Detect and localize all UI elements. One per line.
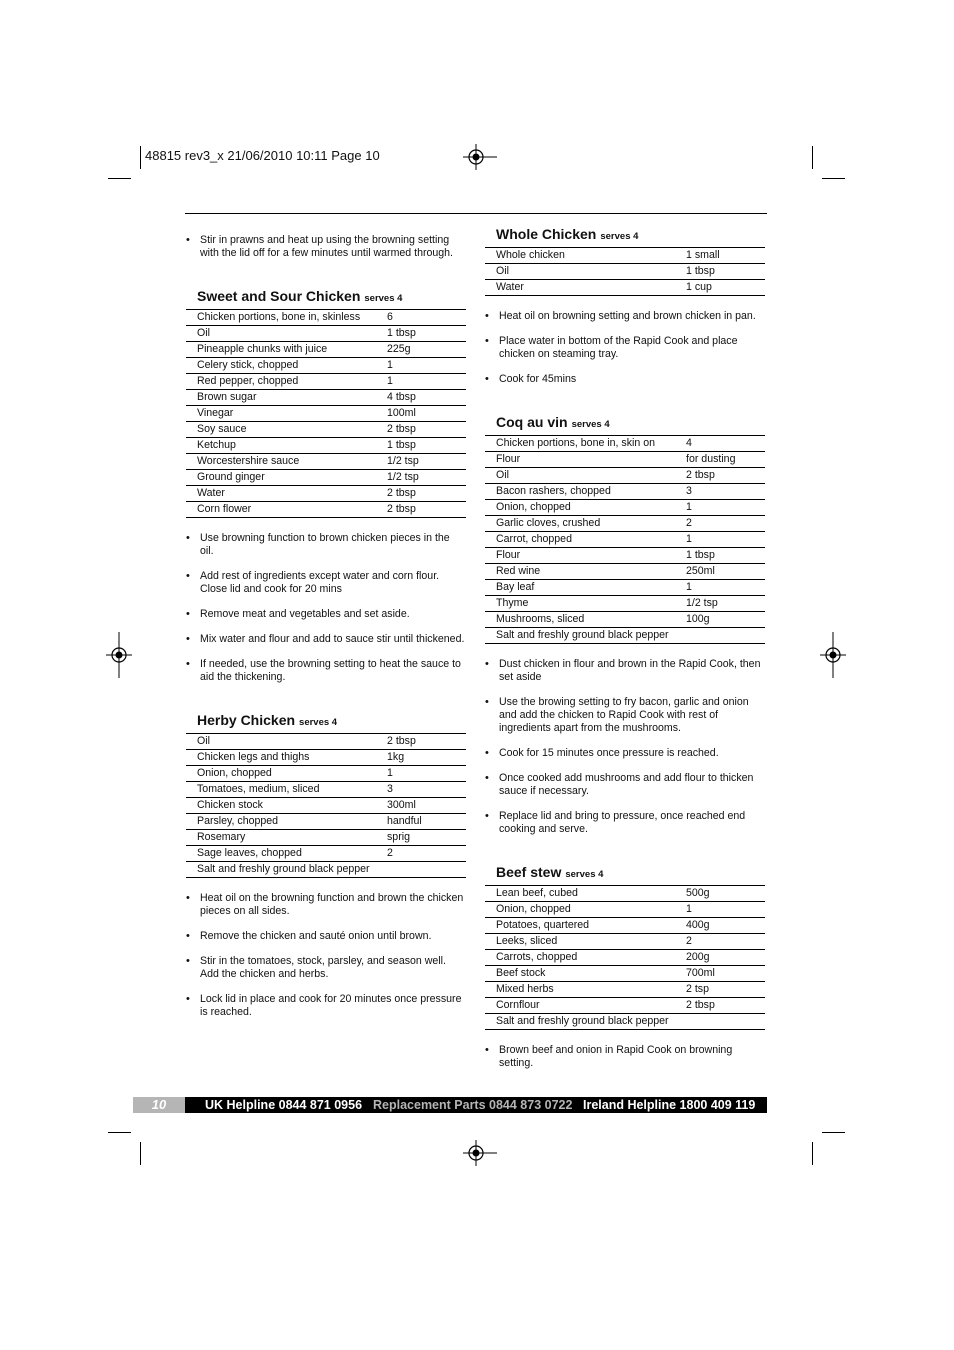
ingredient-name: Oil xyxy=(186,734,387,750)
method-steps xyxy=(485,658,765,836)
crop-mark xyxy=(108,1132,131,1133)
ingredient-row xyxy=(485,532,765,548)
step: • Remove meat and vegetables and set aside. xyxy=(186,608,466,621)
ingredient-row xyxy=(485,436,765,452)
ingredient-quantity: 1 xyxy=(686,902,765,918)
ingredient-name: Corn flower xyxy=(186,502,387,518)
ingredient-quantity: 1 tbsp xyxy=(387,326,466,342)
ingredient-quantity: 2 tbsp xyxy=(387,502,466,518)
ingredient-quantity: 2 tbsp xyxy=(387,734,466,750)
ingredient-row xyxy=(186,326,466,342)
step: • Once cooked add mushrooms and add flour to thicken sauce if necessary. xyxy=(485,772,765,798)
ingredient-row xyxy=(186,406,466,422)
ingredient-name: Onion, chopped xyxy=(485,500,686,516)
ingredient-name: Onion, chopped xyxy=(186,766,387,782)
step: • Cook for 15 minutes once pressure is reached. xyxy=(485,747,765,760)
ingredient-quantity: 1/2 tsp xyxy=(387,454,466,470)
ingredient-row xyxy=(485,564,765,580)
ingredient-quantity: 2 tbsp xyxy=(387,486,466,502)
recipe-beef-stew xyxy=(485,864,765,1070)
ingredients-table xyxy=(186,733,466,878)
ingredient-quantity: 1 xyxy=(387,358,466,374)
ingredient-quantity: 1 cup xyxy=(686,280,765,296)
method-steps xyxy=(186,532,466,684)
crop-mark xyxy=(822,1132,845,1133)
ingredient-row xyxy=(485,280,765,296)
method-steps xyxy=(485,310,765,386)
ingredient-row xyxy=(186,486,466,502)
ingredient-name: Vinegar xyxy=(186,406,387,422)
ingredient-name: Red pepper, chopped xyxy=(186,374,387,390)
ingredient-quantity: 100g xyxy=(686,612,765,628)
registration-mark-icon xyxy=(463,1140,497,1166)
ingredient-row xyxy=(186,342,466,358)
recipe-sweet-sour-chicken xyxy=(186,288,466,684)
serves-label: serves 4 xyxy=(571,419,610,430)
crop-mark xyxy=(140,146,141,169)
recipe-coq-au-vin xyxy=(485,414,765,836)
ingredient-quantity: 1 tbsp xyxy=(686,264,765,280)
step: • Place water in bottom of the Rapid Cook and place chicken on steaming tray. xyxy=(485,335,765,361)
ingredient-row xyxy=(485,548,765,564)
step: • Stir in prawns and heat up using the browning setting with the lid off for a few minutes until warmed through. xyxy=(186,234,466,260)
ingredient-quantity: 1 xyxy=(686,500,765,516)
ingredient-row xyxy=(485,934,765,950)
registration-mark-icon xyxy=(820,632,846,678)
ingredient-row xyxy=(186,766,466,782)
ingredient-row xyxy=(485,484,765,500)
ingredient-quantity: 2 tbsp xyxy=(387,422,466,438)
ingredient-name: Whole chicken xyxy=(485,248,686,264)
ingredient-row xyxy=(485,516,765,532)
step: • Add rest of ingredients except water and corn flour. Close lid and cook for 20 mins xyxy=(186,570,466,596)
ingredient-name: Salt and freshly ground black pepper xyxy=(485,628,765,644)
ingredient-name: Leeks, sliced xyxy=(485,934,686,950)
ingredient-name: Flour xyxy=(485,452,686,468)
ingredient-row xyxy=(186,502,466,518)
intro-steps xyxy=(186,234,466,260)
step: • Lock lid in place and cook for 20 minutes once pressure is reached. xyxy=(186,993,466,1019)
ingredient-quantity: 1 small xyxy=(686,248,765,264)
registration-mark-icon xyxy=(106,632,132,678)
ingredient-name: Ground ginger xyxy=(186,470,387,486)
ingredient-quantity: 2 xyxy=(387,846,466,862)
step: • Brown beef and onion in Rapid Cook on browning setting. xyxy=(485,1044,765,1070)
ingredient-quantity: 4 tbsp xyxy=(387,390,466,406)
crop-mark xyxy=(140,1142,141,1165)
ingredient-row xyxy=(485,500,765,516)
ingredient-row xyxy=(485,468,765,484)
ingredient-row xyxy=(186,798,466,814)
ingredient-quantity: 2 xyxy=(686,516,765,532)
crop-mark xyxy=(812,1142,813,1165)
recipe-title: Coq au vin serves 4 xyxy=(496,414,610,430)
ingredient-row xyxy=(186,374,466,390)
crop-mark xyxy=(822,178,845,179)
ingredient-name: Worcestershire sauce xyxy=(186,454,387,470)
ingredient-quantity: 1 tbsp xyxy=(686,548,765,564)
ingredient-name: Cornflour xyxy=(485,998,686,1014)
ingredient-quantity: 3 xyxy=(686,484,765,500)
ingredient-row xyxy=(485,998,765,1014)
ingredient-row xyxy=(485,950,765,966)
ingredient-name: Soy sauce xyxy=(186,422,387,438)
method-steps xyxy=(485,1044,765,1070)
serves-label: serves 4 xyxy=(600,231,639,242)
step: • Replace lid and bring to pressure, once reached end cooking and serve. xyxy=(485,810,765,836)
registration-mark-icon xyxy=(463,144,497,170)
recipe-herby-chicken xyxy=(186,712,466,1019)
ingredient-quantity: 200g xyxy=(686,950,765,966)
ingredient-quantity: 1 xyxy=(387,374,466,390)
ingredient-quantity: 2 tsp xyxy=(686,982,765,998)
ingredient-name: Rosemary xyxy=(186,830,387,846)
serves-label: serves 4 xyxy=(565,869,604,880)
step: • Use the browing setting to fry bacon, garlic and onion and add the chicken to Rapid Cook with rest of ingredients apart from the mushrooms. xyxy=(485,696,765,735)
ingredient-name: Brown sugar xyxy=(186,390,387,406)
ingredient-row xyxy=(485,886,765,902)
step: • Heat oil on the browning function and brown the chicken pieces on all sides. xyxy=(186,892,466,918)
crop-mark xyxy=(108,178,131,179)
ingredient-quantity: 100ml xyxy=(387,406,466,422)
ingredient-name: Lean beef, cubed xyxy=(485,886,686,902)
ingredient-name: Garlic cloves, crushed xyxy=(485,516,686,532)
ireland-helpline: Ireland Helpline 1800 409 119 xyxy=(583,1098,756,1112)
print-slug: 48815 rev3_x 21/06/2010 10:11 Page 10 xyxy=(145,148,380,163)
ingredients-table xyxy=(485,247,765,296)
page-number: 10 xyxy=(133,1097,185,1113)
ingredient-row xyxy=(186,750,466,766)
top-rule xyxy=(185,213,767,214)
ingredient-row xyxy=(485,628,765,644)
ingredient-quantity: 2 tbsp xyxy=(686,998,765,1014)
ingredient-row xyxy=(485,580,765,596)
recipe-title: Herby Chicken serves 4 xyxy=(197,712,338,728)
ingredient-quantity: 1 xyxy=(686,532,765,548)
recipe-title: Whole Chicken serves 4 xyxy=(496,226,639,242)
step: • Use browning function to brown chicken pieces in the oil. xyxy=(186,532,466,558)
ingredient-row xyxy=(186,862,466,878)
ingredient-name: Potatoes, quartered xyxy=(485,918,686,934)
step: • Remove the chicken and sauté onion until brown. xyxy=(186,930,466,943)
ingredient-quantity: 2 tbsp xyxy=(686,468,765,484)
ingredient-quantity: 1kg xyxy=(387,750,466,766)
ingredient-name: Bacon rashers, chopped xyxy=(485,484,686,500)
ingredient-row xyxy=(186,310,466,326)
recipe-title: Sweet and Sour Chicken serves 4 xyxy=(197,288,403,304)
ingredient-quantity: handful xyxy=(387,814,466,830)
ingredient-row xyxy=(186,358,466,374)
footer-helpline-bar xyxy=(133,1097,767,1113)
ingredient-row xyxy=(485,982,765,998)
uk-helpline: UK Helpline 0844 871 0956 xyxy=(205,1098,363,1112)
ingredient-name: Flour xyxy=(485,548,686,564)
ingredient-row xyxy=(485,612,765,628)
recipe-whole-chicken xyxy=(485,226,765,386)
ingredient-name: Thyme xyxy=(485,596,686,612)
ingredient-quantity: 700ml xyxy=(686,966,765,982)
ingredient-row xyxy=(485,248,765,264)
step: • Heat oil on browning setting and brown chicken in pan. xyxy=(485,310,765,323)
ingredient-quantity: 4 xyxy=(686,436,765,452)
ingredient-name: Beef stock xyxy=(485,966,686,982)
right-column xyxy=(485,226,765,1082)
ingredient-row xyxy=(186,782,466,798)
ingredient-name: Oil xyxy=(485,264,686,280)
ingredient-quantity: 250ml xyxy=(686,564,765,580)
ingredient-row xyxy=(485,966,765,982)
ingredient-name: Mixed herbs xyxy=(485,982,686,998)
ingredient-quantity: for dusting xyxy=(686,452,765,468)
ingredient-row xyxy=(485,918,765,934)
ingredient-quantity: 400g xyxy=(686,918,765,934)
ingredient-row xyxy=(485,452,765,468)
ingredient-name: Onion, chopped xyxy=(485,902,686,918)
ingredient-quantity: 3 xyxy=(387,782,466,798)
ingredient-name: Chicken portions, bone in, skinless xyxy=(186,310,387,326)
ingredient-row xyxy=(186,846,466,862)
step: • Stir in the tomatoes, stock, parsley, and season well. Add the chicken and herbs. xyxy=(186,955,466,981)
ingredient-name: Carrots, chopped xyxy=(485,950,686,966)
serves-label: serves 4 xyxy=(299,717,338,728)
step: • Mix water and flour and add to sauce stir until thickened. xyxy=(186,633,466,646)
method-steps xyxy=(186,892,466,1019)
ingredient-quantity: 1 xyxy=(387,766,466,782)
step: • Cook for 45mins xyxy=(485,373,765,386)
ingredient-quantity: 1/2 tsp xyxy=(686,596,765,612)
ingredient-name: Carrot, chopped xyxy=(485,532,686,548)
ingredient-row xyxy=(186,734,466,750)
ingredient-quantity: 225g xyxy=(387,342,466,358)
recipe-title: Beef stew serves 4 xyxy=(496,864,604,880)
ingredient-row xyxy=(186,814,466,830)
ingredient-name: Oil xyxy=(186,326,387,342)
ingredient-row xyxy=(485,1014,765,1030)
ingredients-table xyxy=(485,435,765,644)
ingredient-quantity: 1/2 tsp xyxy=(387,470,466,486)
ingredient-name: Water xyxy=(485,280,686,296)
ingredient-quantity: 500g xyxy=(686,886,765,902)
step: • Dust chicken in flour and brown in the Rapid Cook, then set aside xyxy=(485,658,765,684)
ingredient-quantity: 6 xyxy=(387,310,466,326)
ingredient-name: Sage leaves, chopped xyxy=(186,846,387,862)
ingredient-quantity: sprig xyxy=(387,830,466,846)
ingredient-row xyxy=(186,830,466,846)
ingredient-name: Salt and freshly ground black pepper xyxy=(186,862,466,878)
ingredient-name: Tomatoes, medium, sliced xyxy=(186,782,387,798)
ingredient-row xyxy=(186,438,466,454)
ingredient-quantity: 300ml xyxy=(387,798,466,814)
ingredient-name: Bay leaf xyxy=(485,580,686,596)
ingredient-name: Pineapple chunks with juice xyxy=(186,342,387,358)
ingredient-quantity: 1 tbsp xyxy=(387,438,466,454)
left-column xyxy=(186,234,466,1031)
ingredient-row xyxy=(186,422,466,438)
ingredient-name: Water xyxy=(186,486,387,502)
ingredient-name: Oil xyxy=(485,468,686,484)
ingredient-quantity: 2 xyxy=(686,934,765,950)
ingredient-row xyxy=(485,596,765,612)
ingredient-row xyxy=(485,902,765,918)
ingredient-name: Celery stick, chopped xyxy=(186,358,387,374)
ingredients-table xyxy=(485,885,765,1030)
ingredient-name: Chicken portions, bone in, skin on xyxy=(485,436,686,452)
ingredient-row xyxy=(186,470,466,486)
ingredient-name: Chicken stock xyxy=(186,798,387,814)
ingredient-name: Mushrooms, sliced xyxy=(485,612,686,628)
serves-label: serves 4 xyxy=(364,293,403,304)
ingredient-row xyxy=(485,264,765,280)
step: • If needed, use the browning setting to heat the sauce to aid the thickening. xyxy=(186,658,466,684)
ingredient-name: Red wine xyxy=(485,564,686,580)
ingredient-quantity: 1 xyxy=(686,580,765,596)
ingredients-table xyxy=(186,309,466,518)
ingredient-name: Ketchup xyxy=(186,438,387,454)
ingredient-row xyxy=(186,454,466,470)
ingredient-row xyxy=(186,390,466,406)
ingredient-name: Chicken legs and thighs xyxy=(186,750,387,766)
ingredient-name: Parsley, chopped xyxy=(186,814,387,830)
ingredient-name: Salt and freshly ground black pepper xyxy=(485,1014,765,1030)
replacement-parts: Replacement Parts 0844 873 0722 xyxy=(373,1098,573,1112)
crop-mark xyxy=(812,146,813,169)
